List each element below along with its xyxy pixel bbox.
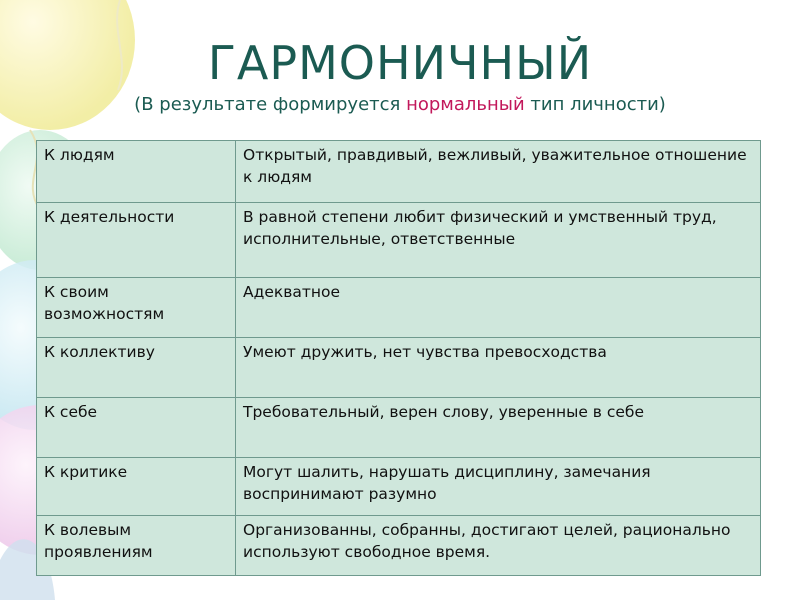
row-label: К волевым проявлениям [37, 516, 236, 576]
row-description: В равной степени любит физический и умственный труд, исполнительные, ответственные [236, 203, 761, 278]
table-row [37, 203, 761, 278]
table-row [37, 516, 761, 576]
slide-subtitle [0, 94, 800, 115]
row-description: Могут шалить, нарушать дисциплину, замечания воспринимают разумно [236, 458, 761, 516]
slide-title: ГАРМОНИЧНЫЙ [207, 36, 593, 90]
row-label: К своим возможностям [37, 278, 236, 338]
table-row [37, 458, 761, 516]
table-row [37, 338, 761, 398]
table-row [37, 398, 761, 458]
row-description: Умеют дружить, нет чувства превосходства [236, 338, 761, 398]
table-row [37, 278, 761, 338]
subtitle-highlight: нормальный [406, 94, 525, 115]
row-description: Требовательный, верен слову, уверенные в себе [236, 398, 761, 458]
row-label: К деятельности [37, 203, 236, 278]
row-description: Организованны, собранны, достигают целей, рационально используют свободное время. [236, 516, 761, 576]
row-description: Адекватное [236, 278, 761, 338]
row-label: К коллективу [37, 338, 236, 398]
row-label: К критике [37, 458, 236, 516]
row-label: К себе [37, 398, 236, 458]
row-label: К людям [37, 141, 236, 203]
row-description: Открытый, правдивый, вежливый, уважительное отношение к людям [236, 141, 761, 203]
personality-table [36, 140, 761, 576]
subtitle-prefix: (В результате формируется [134, 94, 407, 115]
table-row [37, 141, 761, 203]
subtitle-suffix: тип личности) [524, 94, 666, 115]
